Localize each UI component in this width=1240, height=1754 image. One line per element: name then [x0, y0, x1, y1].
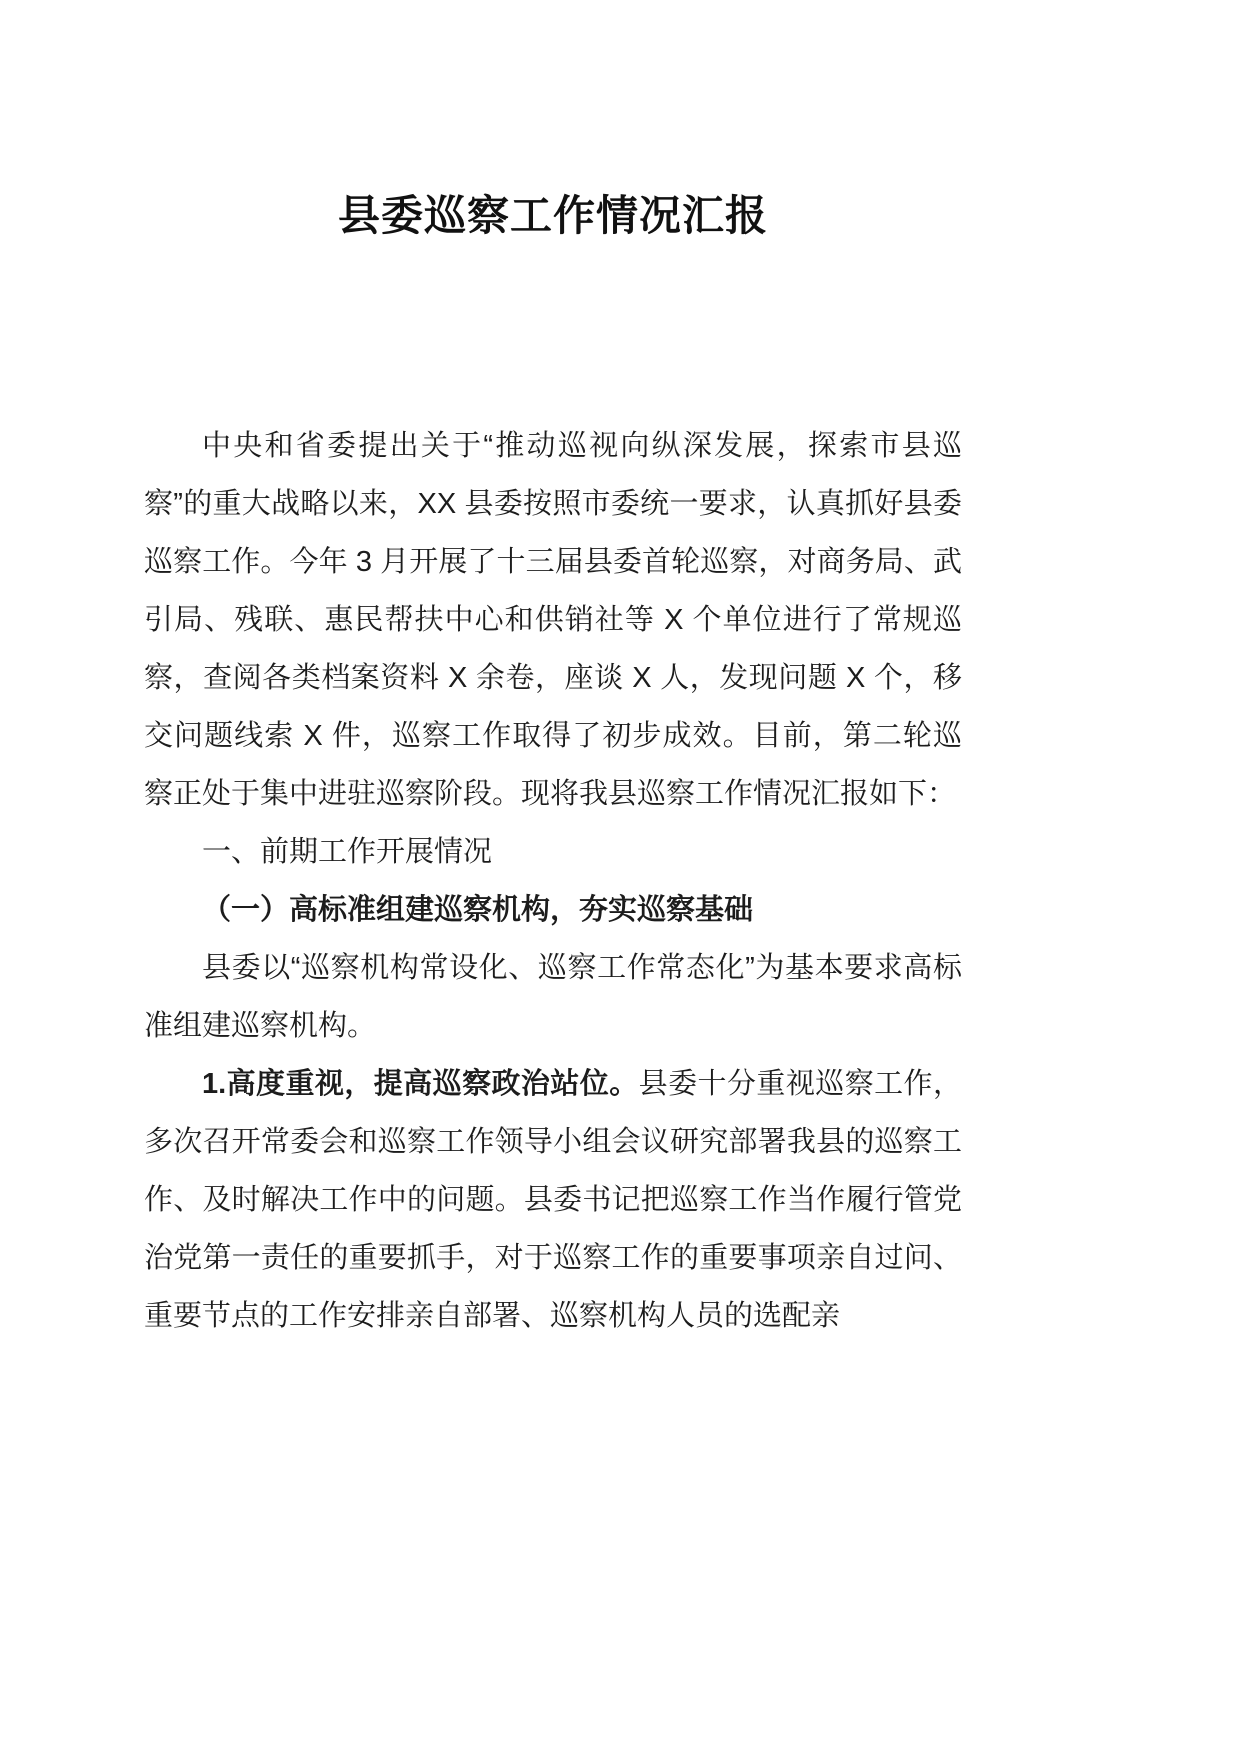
document-title: 县委巡察工作情况汇报	[337, 192, 768, 239]
paragraph-subsection-intro	[144, 939, 962, 1055]
paragraph-point-1-lead: 1.高度重视，提高巡察政治站位。	[202, 1068, 639, 1100]
section-heading-1: 一、前期工作开展情况	[202, 836, 493, 868]
paragraph-point-1	[144, 1055, 962, 1345]
paragraph-point-1-text: 县委十分重视巡察工作，多次召开常委会和巡察工作领导小组会议研究部署我县的巡察工作、及时解决工作中的问题。县委书记把巡察工作当作履行管党治党第一责任的重要抓手，对于巡察工作的重要事项亲自过问、重要节点的工作安排亲自部署、巡察机构人员的选配亲	[144, 1068, 962, 1332]
subsection-heading-1-1: （一）高标准组建巡察机构，夯实巡察基础	[202, 894, 754, 926]
paragraph-intro: 中央和省委提出关于“推动巡视向纵深发展，探索市县巡察”的重大战略以来，XX 县委按照市委统一要求，认真抓好县委巡察工作。今年 3 月开展了十三届县委首轮巡察，对商务局、武引局、残联、惠民帮扶中心和供销社等 X 个单位进行了常规巡察，查阅各类档案资料 X 余卷，座谈 X 人，发现问题 X 个，移交问题线索 X 件，巡察工作取得了初步成效。目前，第二轮巡察正处于集中进驻巡察阶段。现将我县巡察工作情况汇报如下：	[144, 430, 962, 810]
paragraph-subsection-intro-text: 县委以“巡察机构常设化、巡察工作常态化”为基本要求高标准组建巡察机构。	[144, 952, 962, 1042]
